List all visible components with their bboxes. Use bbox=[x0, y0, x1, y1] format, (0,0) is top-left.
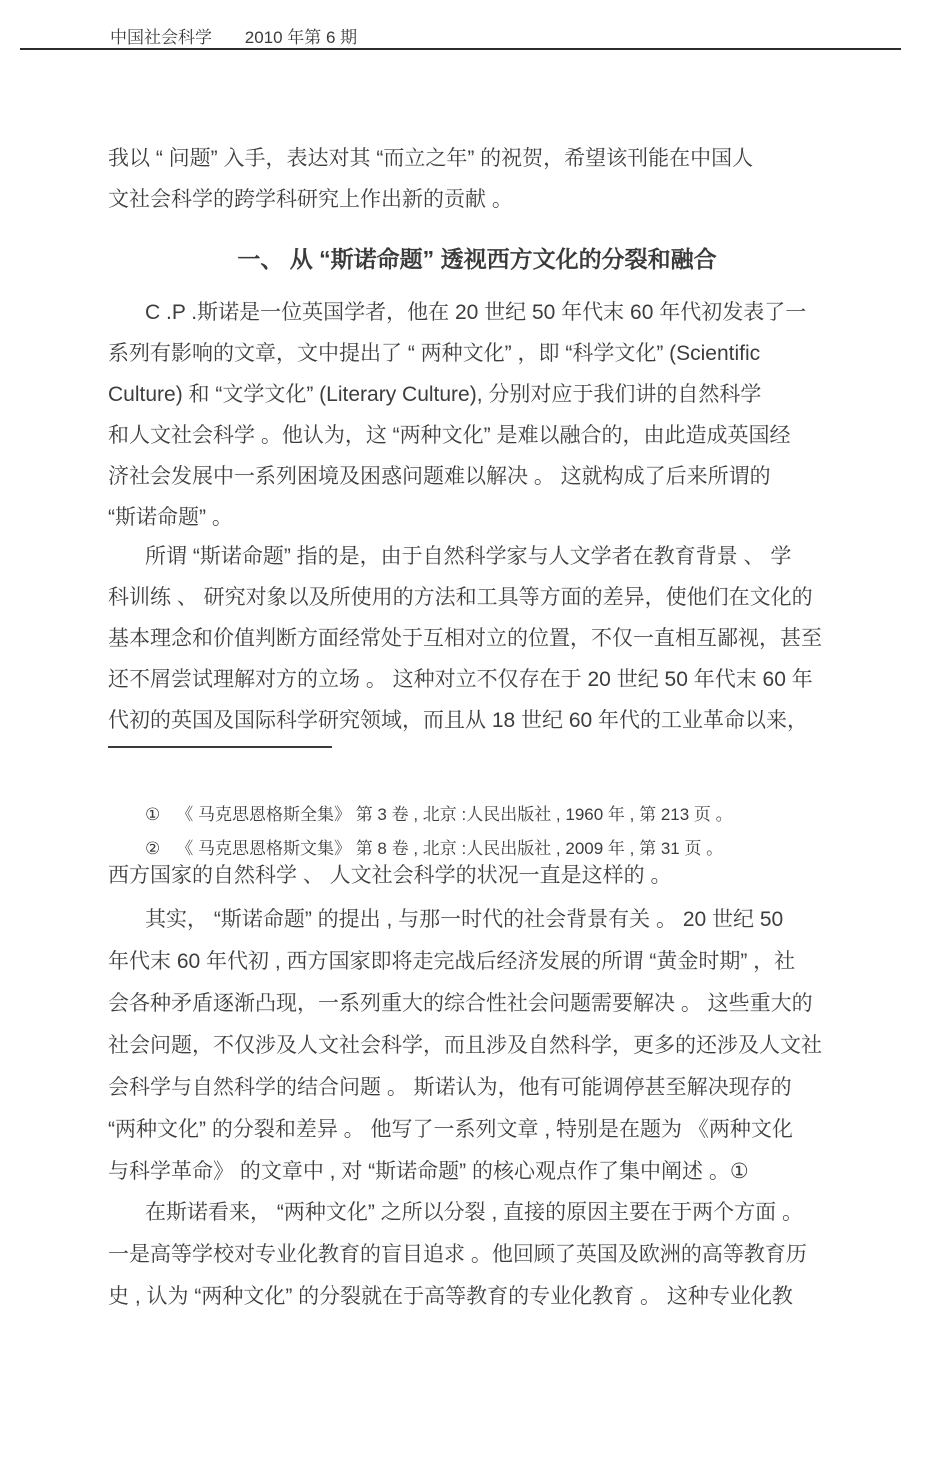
text-line: 和人文社会科学 。他认为，这 “两种文化” 是难以融合的，由此造成英国经 bbox=[108, 424, 791, 447]
paragraph-background bbox=[108, 899, 846, 1193]
text-line: 我以 “ 问题” 入手，表达对其 “而立之年” 的祝贺，希望该刊能在中国人 bbox=[108, 147, 754, 170]
text-line: C .P .斯诺是一位英国学者，他在 20 世纪 50 年代末 60 年代初发表了一 bbox=[145, 301, 807, 324]
section-heading: 一、 从 “斯诺命题” 透视西方文化的分裂和融合 bbox=[237, 246, 717, 272]
text-line: 基本理念和价值判断方面经常处于互相对立的位置，不仅一直相互鄙视，甚至 bbox=[108, 627, 822, 650]
text-line: “两种文化” 的分裂和差异 。 他写了一系列文章 , 特别是在题为 《两种文化 bbox=[108, 1118, 793, 1141]
footnote-1-marker: ① bbox=[145, 805, 161, 824]
paragraph-snow-intro bbox=[108, 292, 846, 538]
header-rule bbox=[20, 48, 901, 50]
footnote-1-text: 《 马克思恩格斯全集》 第 3 卷 , 北京 :人民出版社 , 1960 年 , 第 213 页 。 bbox=[176, 805, 733, 824]
footnote-separator bbox=[108, 746, 332, 748]
issue-label: 2010 年第 6 期 bbox=[244, 28, 358, 47]
footnote-2-marker: ② bbox=[145, 839, 161, 858]
text-line: 在斯诺看来， “两种文化” 之所以分裂 , 直接的原因主要在于两个方面 。 bbox=[145, 1201, 803, 1224]
text-line: 与科学革命》 的文章中 , 对 “斯诺命题” 的核心观点作了集中阐述 。① bbox=[108, 1160, 749, 1183]
text-line: 年代末 60 年代初 , 西方国家即将走完战后经济发展的所谓 “黄金时期” ，社 bbox=[108, 950, 796, 973]
text-line: 济社会发展中一系列困境及困惑问题难以解决 。 这就构成了后来所谓的 bbox=[108, 465, 771, 488]
text-line: 所谓 “斯诺命题” 指的是，由于自然科学家与人文学者在教育背景 、 学 bbox=[145, 545, 792, 568]
text-line: 还不屑尝试理解对方的立场 。 这种对立不仅存在于 20 世纪 50 年代末 60 年 bbox=[108, 668, 813, 691]
text-line: 会各种矛盾逐渐凸现，一系列重大的综合性社会问题需要解决 。 这些重大的 bbox=[108, 992, 813, 1015]
paragraph-continuation bbox=[108, 855, 846, 896]
running-header bbox=[110, 23, 357, 48]
journal-title: 中国社会科学 bbox=[110, 28, 212, 47]
text-line: Culture) 和 “文学文化” (Literary Culture), 分别对应于我们讲的自然科学 bbox=[108, 383, 762, 406]
paragraph-intro bbox=[108, 138, 846, 220]
text-line: “斯诺命题” 。 bbox=[108, 506, 233, 529]
paragraph-causes bbox=[108, 1192, 846, 1318]
text-line: 西方国家的自然科学 、 人文社会科学的状况一直是这样的 。 bbox=[108, 864, 672, 887]
text-line: 系列有影响的文章，文中提出了 “ 两种文化” ，即 “科学文化” (Scientific bbox=[108, 342, 761, 365]
text-line: 史 , 认为 “两种文化” 的分裂就在于高等教育的专业化教育 。 这种专业化教 bbox=[108, 1285, 793, 1308]
footnote-1 bbox=[108, 798, 868, 832]
text-line: 其实， “斯诺命题” 的提出 , 与那一时代的社会背景有关 。 20 世纪 50 bbox=[145, 908, 784, 931]
text-line: 会科学与自然科学的结合问题 。 斯诺认为，他有可能调停甚至解决现存的 bbox=[108, 1076, 792, 1099]
text-line: 代初的英国及国际科学研究领域，而且从 18 世纪 60 年代的工业革命以来， bbox=[108, 709, 809, 732]
text-line: 文社会科学的跨学科研究上作出新的贡献 。 bbox=[108, 188, 513, 211]
paragraph-snow-thesis bbox=[108, 536, 846, 741]
text-line: 科训练 、 研究对象以及所使用的方法和工具等方面的差异，使他们在文化的 bbox=[108, 586, 813, 609]
text-line: 一是高等学校对专业化教育的盲目追求 。他回顾了英国及欧洲的高等教育历 bbox=[108, 1243, 807, 1266]
footnote-2-text: 《 马克思恩格斯文集》 第 8 卷 , 北京 :人民出版社 , 2009 年 , 第 31 页 。 bbox=[176, 839, 724, 858]
text-line: 社会问题，不仅涉及人文社会科学，而且涉及自然科学，更多的还涉及人文社 bbox=[108, 1034, 822, 1057]
